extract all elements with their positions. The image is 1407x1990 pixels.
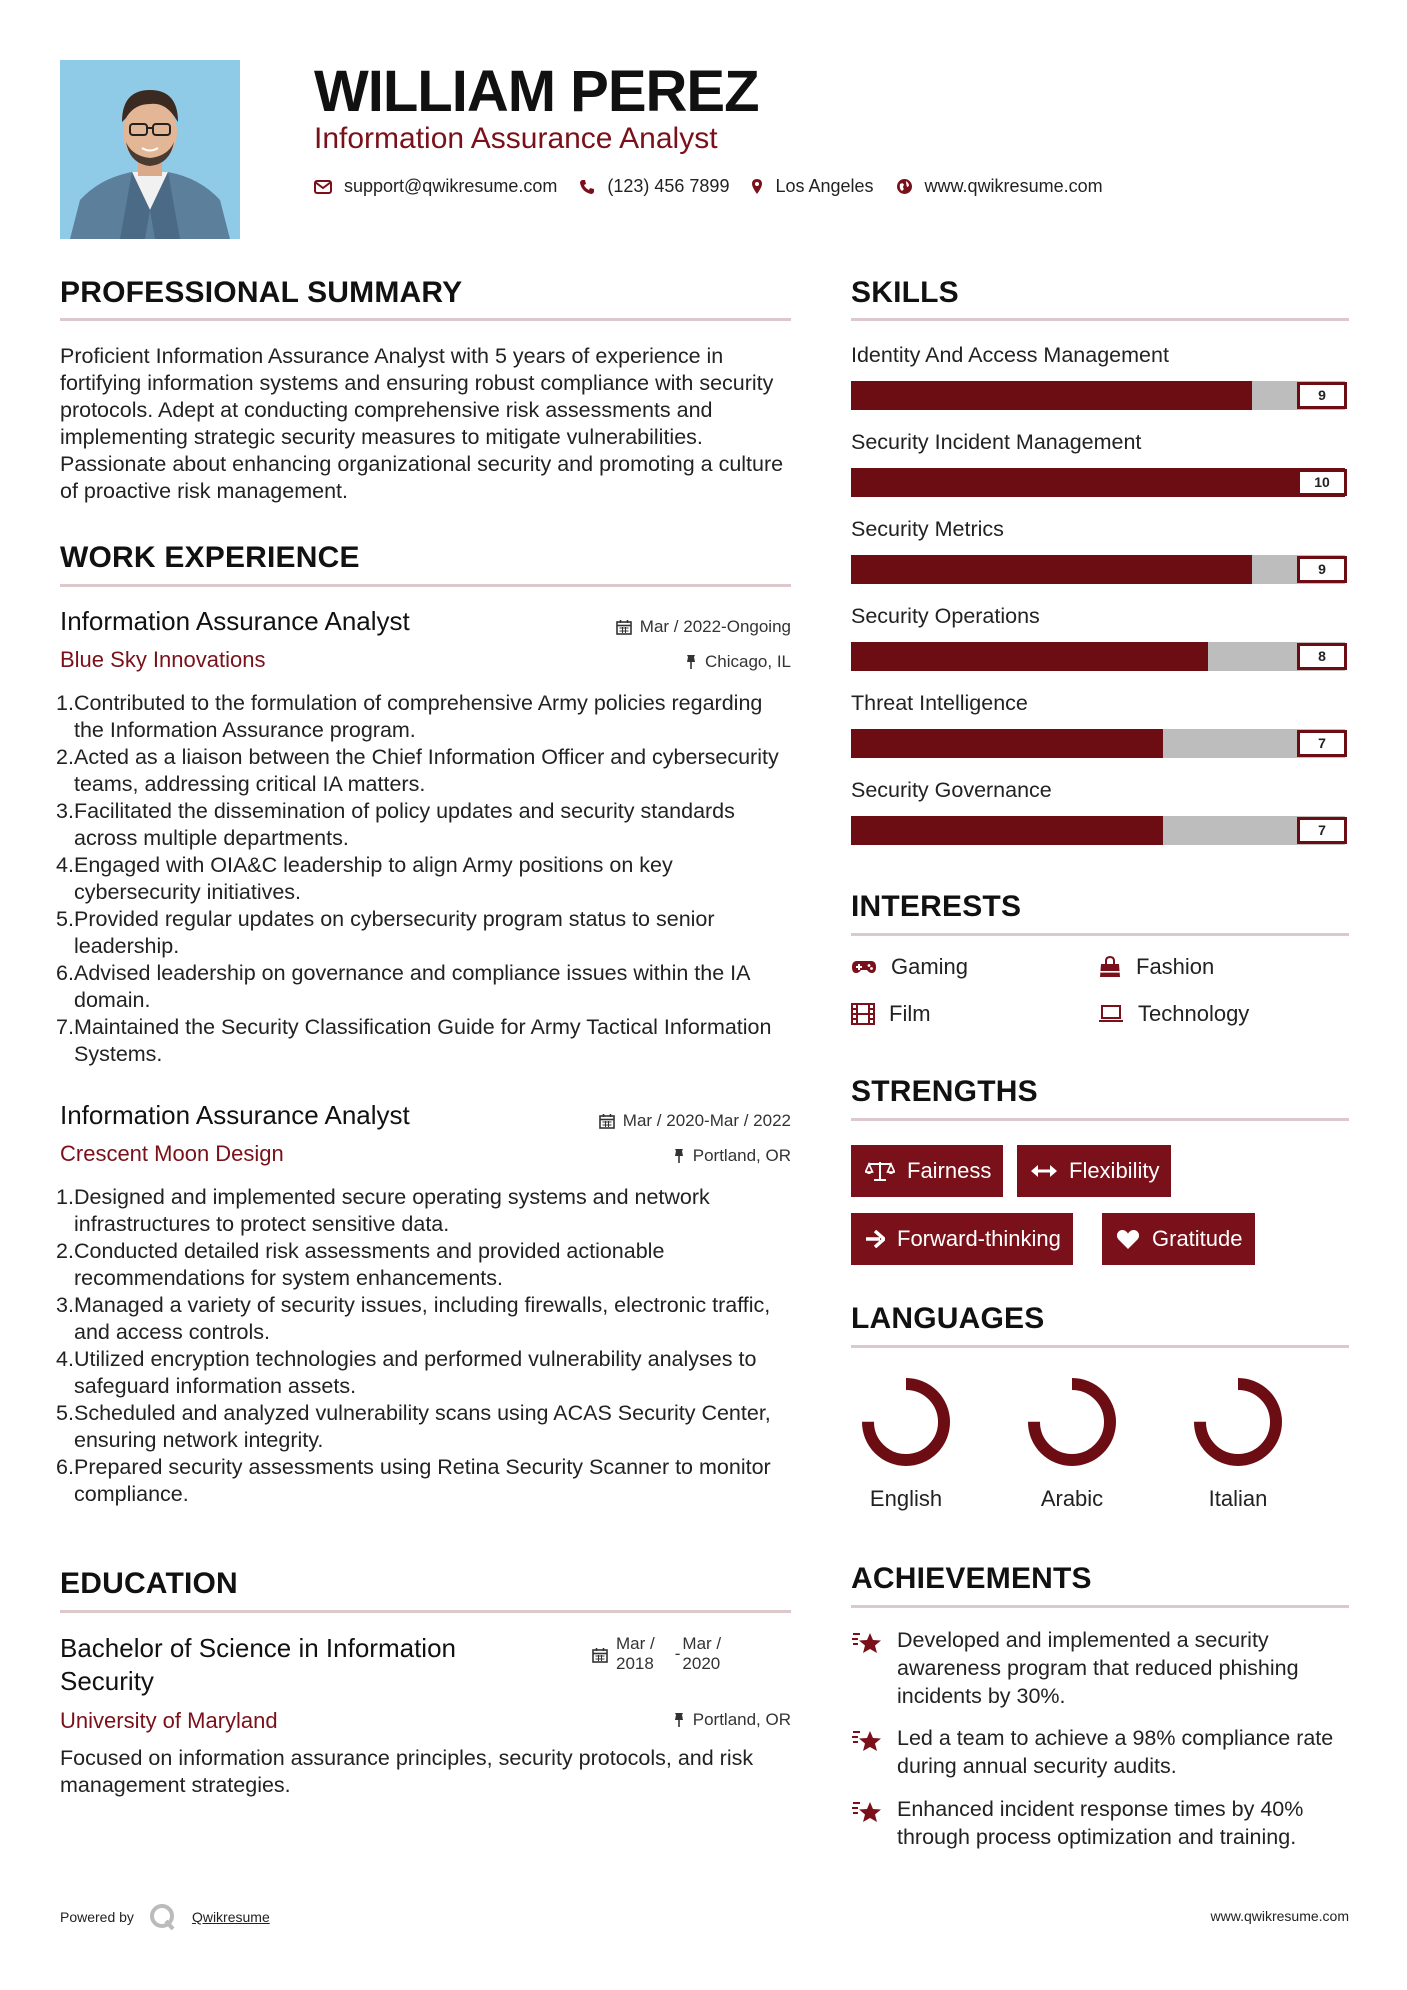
company-name: Blue Sky Innovations — [60, 647, 266, 672]
skill-bar — [851, 555, 1347, 584]
bullet-text: Utilized encryption technologies and performed vulnerability analyses to safeguard information assets. — [74, 1347, 757, 1398]
interests-heading: INTERESTS — [851, 890, 1022, 923]
skill-segment-filled — [1119, 642, 1164, 671]
arrow-right-icon — [865, 1230, 885, 1248]
language-progress-ring — [856, 1372, 956, 1472]
skill-segment-filled — [896, 381, 941, 410]
skill-segment-filled — [985, 642, 1030, 671]
balance-scale-icon — [865, 1160, 895, 1182]
achievement-item — [851, 1724, 1351, 1780]
skill-label: Security Governance — [851, 778, 1052, 802]
skill-segment-filled — [940, 468, 985, 497]
languages-divider — [851, 1345, 1349, 1348]
skill-segment-filled — [896, 642, 941, 671]
skill-label: Threat Intelligence — [851, 691, 1028, 715]
skill-segment-filled — [1208, 555, 1253, 584]
list-item — [56, 852, 796, 906]
job-location — [673, 1146, 791, 1166]
bullet-text: Engaged with OIA&C leadership to align Army positions on key cybersecurity initiatives. — [74, 853, 673, 904]
candidate-name: WILLIAM PEREZ — [314, 59, 759, 124]
skill-segment-filled — [1119, 729, 1164, 758]
skill-label: Security Metrics — [851, 517, 1004, 541]
globe-icon — [896, 178, 913, 195]
achievement-item — [851, 1626, 1351, 1710]
language-progress-arc — [868, 1384, 944, 1460]
skill-segment-filled — [1074, 468, 1119, 497]
bullet-number: 7. — [56, 1015, 74, 1039]
languages-heading: LANGUAGES — [851, 1302, 1045, 1335]
footer-powered-by — [60, 1902, 270, 1932]
skill-segment-filled — [1029, 381, 1074, 410]
interest-label: Film — [889, 1001, 931, 1026]
interests-divider — [851, 933, 1349, 936]
list-item — [56, 744, 796, 798]
list-item — [56, 960, 796, 1014]
company-name: Crescent Moon Design — [60, 1141, 284, 1166]
skills-heading: SKILLS — [851, 276, 959, 309]
skill-segment-filled — [985, 729, 1030, 758]
skill-segment-filled — [985, 816, 1030, 845]
list-item — [56, 690, 796, 744]
skill-segment-empty — [1163, 729, 1208, 758]
education-description: Focused on information assurance principles, security protocols, and risk management strategies. — [60, 1746, 754, 1797]
language-progress-ring — [1022, 1372, 1122, 1472]
skill-bar — [851, 468, 1347, 497]
start-month: Mar / — [616, 1634, 655, 1653]
interest-label: Technology — [1138, 1001, 1250, 1026]
strength-label: Forward-thinking — [897, 1226, 1061, 1251]
language-label: Italian — [1208, 1486, 1268, 1511]
profile-photo — [60, 60, 240, 239]
shopping-bag-icon — [1098, 956, 1122, 978]
skill-score: 10 — [1297, 469, 1347, 496]
skill-segment-filled — [1163, 555, 1208, 584]
education-divider — [60, 1610, 791, 1613]
skill-segment-filled — [940, 816, 985, 845]
skill-segment-filled — [1029, 816, 1074, 845]
end-year: 2020 — [682, 1654, 721, 1673]
skill-bar — [851, 816, 1347, 845]
skill-segment-filled — [851, 381, 896, 410]
skill-score: 7 — [1297, 817, 1347, 844]
language-ring — [1183, 1372, 1293, 1477]
footer-website[interactable]: www.qwikresume.com — [1210, 1908, 1349, 1924]
skill-segment-filled — [1074, 642, 1119, 671]
calendar-icon — [599, 1113, 615, 1129]
bullet-text: Contributed to the formulation of comprehensive Army policies regarding the Information Assurance program. — [74, 691, 763, 742]
start-year: 2018 — [616, 1654, 654, 1673]
bullet-number: 5. — [56, 1401, 74, 1425]
skill-segment-filled — [1119, 381, 1164, 410]
degree-line: Bachelor of Science in Information — [60, 1633, 456, 1663]
skill-score: 7 — [1297, 730, 1347, 757]
skill-segment-empty — [1163, 816, 1208, 845]
heart-icon — [1116, 1229, 1140, 1250]
brand-link[interactable]: Qwikresume — [191, 1909, 270, 1925]
skill-score: 8 — [1297, 643, 1347, 670]
strengths-divider — [851, 1118, 1349, 1121]
skills-divider — [851, 318, 1349, 321]
job-dates — [599, 1111, 791, 1131]
degree-line: Security — [60, 1666, 154, 1696]
skill-segment-filled — [896, 816, 941, 845]
job-location — [685, 652, 791, 672]
strength-flexibility — [1017, 1145, 1171, 1197]
contact-bar — [314, 176, 1125, 197]
bullet-text: Designed and implemented secure operating systems and network infrastructures to protect sensitive data. — [74, 1185, 710, 1236]
skill-segment-filled — [851, 816, 896, 845]
bullet-text: Acted as a liaison between the Chief Information Officer and cybersecurity teams, addressing critical IA matters. — [74, 745, 779, 796]
strength-gratitude — [1102, 1213, 1255, 1265]
list-item — [56, 1238, 796, 1292]
bullet-text: Facilitated the dissemination of policy updates and security standards across multiple departments. — [74, 799, 735, 850]
skill-segment-filled — [896, 468, 941, 497]
calendar-icon — [616, 619, 632, 635]
summary-divider — [60, 318, 791, 321]
interest-gaming — [851, 954, 968, 980]
skill-segment-filled — [1163, 468, 1208, 497]
skill-segment-filled — [1119, 816, 1164, 845]
language-ring — [851, 1372, 961, 1477]
skill-bar — [851, 381, 1347, 410]
candidate-role: Information Assurance Analyst — [314, 122, 718, 155]
skill-segment-filled — [1029, 555, 1074, 584]
education-location-text: Portland, OR — [692, 1710, 791, 1729]
skill-segment-filled — [896, 729, 941, 758]
list-item — [56, 1014, 796, 1068]
bullet-text: Maintained the Security Classification Guide for Army Tactical Information Systems. — [74, 1015, 772, 1066]
skill-segment-filled — [1029, 642, 1074, 671]
skill-segment-filled — [940, 555, 985, 584]
list-item — [56, 1292, 796, 1346]
envelope-icon — [314, 180, 332, 194]
bullet-number: 2. — [56, 1239, 74, 1263]
list-item — [56, 1346, 796, 1400]
strength-fairness — [851, 1145, 1003, 1197]
list-item — [56, 906, 796, 960]
interest-technology — [1098, 1001, 1249, 1027]
achievement-text: Developed and implemented a security awareness program that reduced phishing incidents by 30%. — [897, 1628, 1299, 1708]
bullet-text: Conducted detailed risk assessments and provided actionable recommendations for system enhancements. — [74, 1239, 665, 1290]
film-icon — [851, 1003, 875, 1025]
language-label: Arabic — [1040, 1486, 1104, 1511]
website-text: www.qwikresume.com — [924, 176, 1103, 196]
skill-segment-filled — [940, 642, 985, 671]
bullet-number: 6. — [56, 1455, 74, 1479]
skill-segment-filled — [1208, 468, 1253, 497]
interest-film — [851, 1001, 931, 1027]
summary-text: Proficient Information Assurance Analyst with 5 years of experience in fortifying information systems and ensuring robust compliance with security protocols. Adept at conducting comprehensive risk assessments and implementing strategic security measures to mitigate vulnerabilities. Passionate about enhancing organizational security and promoting a culture of proactive risk management. — [60, 344, 784, 503]
skill-label: Security Incident Management — [851, 430, 1142, 454]
star-award-icon — [851, 1799, 883, 1825]
person-photo-icon — [60, 60, 240, 239]
strength-label: Flexibility — [1069, 1158, 1160, 1183]
job-location-text: Portland, OR — [692, 1146, 791, 1165]
skill-label: Security Operations — [851, 604, 1040, 628]
achievement-text: Led a team to achieve a 98% compliance rate during annual security audits. — [897, 1726, 1334, 1778]
skill-bar — [851, 642, 1347, 671]
skill-segment-filled — [985, 468, 1030, 497]
language-progress-ring — [1188, 1372, 1288, 1472]
interest-label: Fashion — [1136, 954, 1215, 979]
skill-segment-filled — [940, 381, 985, 410]
experience-heading: WORK EXPERIENCE — [60, 541, 360, 574]
bullet-text: Managed a variety of security issues, including firewalls, electronic traffic, and access controls. — [74, 1293, 771, 1344]
skill-segment-filled — [1074, 816, 1119, 845]
bullet-number: 3. — [56, 799, 74, 823]
skill-segment-filled — [985, 381, 1030, 410]
interest-label: Gaming — [891, 954, 969, 979]
bullet-number: 3. — [56, 1293, 74, 1317]
bullet-text: Provided regular updates on cybersecurity program status to senior leadership. — [74, 907, 715, 958]
pushpin-icon — [673, 1148, 685, 1164]
language-ring — [1017, 1372, 1127, 1477]
list-item — [56, 1454, 796, 1508]
star-award-icon — [851, 1630, 883, 1656]
list-item — [56, 1400, 796, 1454]
bullet-number: 4. — [56, 1347, 74, 1371]
education-start — [616, 1634, 655, 1674]
skill-bar — [851, 729, 1347, 758]
skill-segment-filled — [1029, 468, 1074, 497]
bullet-number: 4. — [56, 853, 74, 877]
gamepad-icon — [851, 959, 877, 975]
skill-segment-empty — [1208, 729, 1253, 758]
arrows-horizontal-icon — [1031, 1164, 1057, 1178]
job-dates-text: Mar / 2020-Mar / 2022 — [622, 1111, 791, 1130]
email-text: support@qwikresume.com — [344, 176, 558, 196]
powered-by-text: Powered by — [60, 1909, 134, 1925]
bullet-text: Scheduled and analyzed vulnerability scans using ACAS Security Center, ensuring network integrity. — [74, 1401, 771, 1452]
bullet-text: Prepared security assessments using Retina Security Scanner to monitor compliance. — [74, 1455, 771, 1506]
skill-segment-filled — [1163, 642, 1208, 671]
qwikresume-logo-icon — [148, 1902, 178, 1932]
skill-score: 9 — [1297, 382, 1347, 409]
pushpin-icon — [685, 654, 697, 670]
skill-segment-filled — [1163, 381, 1208, 410]
star-award-icon — [851, 1728, 883, 1754]
interest-fashion — [1098, 954, 1214, 980]
school-name: University of Maryland — [60, 1708, 278, 1733]
list-item — [56, 798, 796, 852]
language-progress-arc — [1034, 1384, 1110, 1460]
achievements-heading: ACHIEVEMENTS — [851, 1562, 1092, 1595]
summary-heading: PROFESSIONAL SUMMARY — [60, 276, 463, 309]
language-label: English — [869, 1486, 943, 1511]
location-text: Los Angeles — [775, 176, 874, 196]
bullet-number: 6. — [56, 961, 74, 985]
bullet-text: Advised leadership on governance and compliance issues within the IA domain. — [74, 961, 750, 1012]
language-progress-arc — [1200, 1384, 1276, 1460]
achievement-text: Enhanced incident response times by 40% through process optimization and training. — [897, 1797, 1304, 1849]
pushpin-icon — [673, 1712, 685, 1728]
education-dates — [592, 1634, 721, 1674]
skill-segment-filled — [851, 729, 896, 758]
bullet-number: 1. — [56, 691, 74, 715]
experience-divider — [60, 584, 791, 587]
strengths-heading: STRENGTHS — [851, 1075, 1038, 1108]
job-bullets — [56, 690, 796, 1068]
skill-segment-filled — [940, 729, 985, 758]
contact-phone[interactable] — [579, 176, 729, 197]
strength-label: Gratitude — [1152, 1226, 1243, 1251]
strength-forward-thinking — [851, 1213, 1073, 1265]
phone-text: (123) 456 7899 — [607, 176, 730, 196]
skill-segment-filled — [985, 555, 1030, 584]
job-dates — [616, 617, 791, 637]
date-separator: - — [674, 1644, 681, 1663]
skill-segment-filled — [1119, 468, 1164, 497]
achievement-item — [851, 1795, 1351, 1851]
strength-label: Fairness — [907, 1158, 992, 1183]
skill-score: 9 — [1297, 556, 1347, 583]
contact-location — [751, 176, 873, 197]
job-location-text: Chicago, IL — [705, 652, 791, 671]
job-title: Information Assurance Analyst — [60, 1100, 410, 1130]
skill-segment-filled — [1074, 381, 1119, 410]
skill-segment-filled — [1074, 555, 1119, 584]
skill-label: Identity And Access Management — [851, 343, 1169, 367]
skill-segment-filled — [1119, 555, 1164, 584]
skill-segment-filled — [896, 555, 941, 584]
job-dates-text: Mar / 2022-Ongoing — [639, 617, 791, 636]
skill-segment-filled — [851, 468, 896, 497]
laptop-icon — [1098, 1005, 1124, 1023]
skill-segment-empty — [1208, 816, 1253, 845]
job-title: Information Assurance Analyst — [60, 606, 410, 636]
list-item — [56, 1184, 796, 1238]
achievements-divider — [851, 1605, 1349, 1608]
map-pin-icon — [751, 178, 763, 195]
calendar-icon — [592, 1647, 608, 1663]
bullet-number: 5. — [56, 907, 74, 931]
end-month: Mar / — [682, 1634, 722, 1653]
contact-website[interactable] — [896, 176, 1103, 197]
degree-title — [60, 1632, 456, 1698]
skill-segment-filled — [851, 642, 896, 671]
contact-email[interactable] — [314, 176, 557, 197]
skill-segment-filled — [851, 555, 896, 584]
education-end — [682, 1634, 721, 1674]
skill-segment-empty — [1208, 642, 1253, 671]
bullet-number: 2. — [56, 745, 74, 769]
skill-segment-filled — [1208, 381, 1253, 410]
bullet-number: 1. — [56, 1185, 74, 1209]
job-bullets — [56, 1184, 796, 1508]
phone-icon — [579, 179, 595, 195]
education-heading: EDUCATION — [60, 1567, 238, 1600]
skill-segment-filled — [1074, 729, 1119, 758]
education-location — [673, 1710, 791, 1730]
skill-segment-filled — [1029, 729, 1074, 758]
